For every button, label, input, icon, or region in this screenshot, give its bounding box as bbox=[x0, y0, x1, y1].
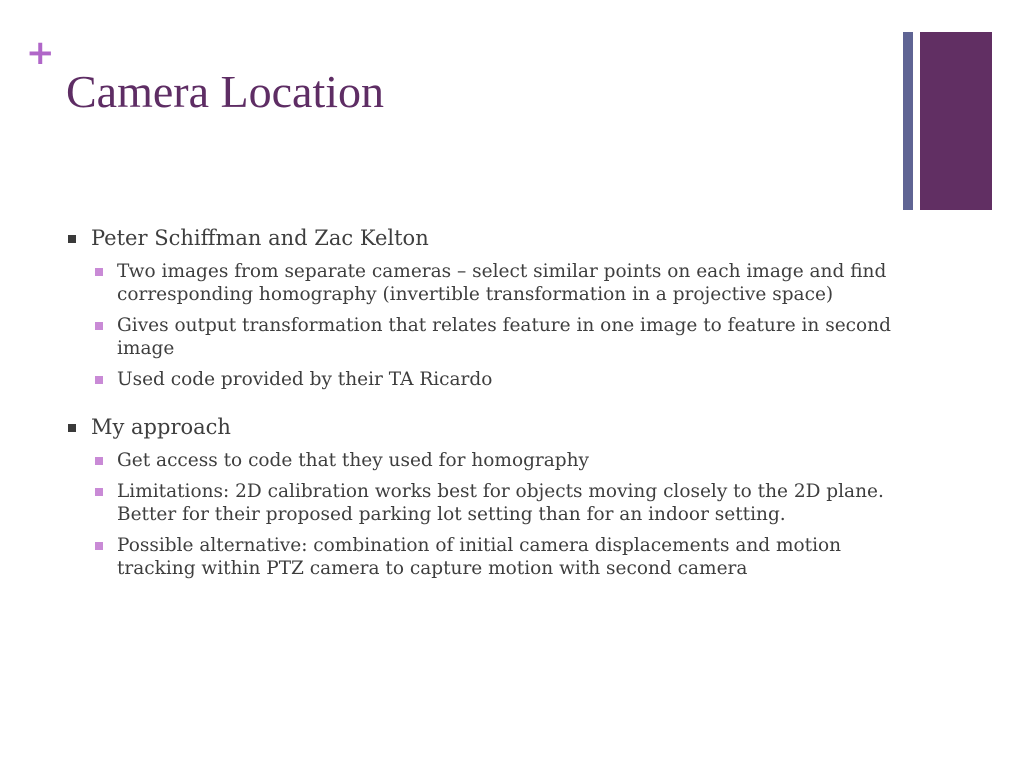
bullet-item bbox=[68, 480, 898, 526]
section-heading bbox=[68, 413, 898, 441]
square-bullet-icon bbox=[95, 376, 103, 384]
section-heading-text: My approach bbox=[91, 415, 231, 439]
bullet-item-text: Gives output transformation that relates feature in one image to feature in second image bbox=[117, 315, 891, 359]
square-bullet-icon bbox=[68, 424, 76, 432]
decorative-thin-bar bbox=[903, 32, 913, 210]
square-bullet-icon bbox=[95, 268, 103, 276]
square-bullet-icon bbox=[95, 542, 103, 550]
bullet-item-text: Possible alternative: combination of initial camera displacements and motion tracking within PTZ camera to capture motion with second camera bbox=[117, 535, 842, 579]
plus-mark: + bbox=[26, 33, 55, 73]
slide-body bbox=[68, 224, 898, 580]
square-bullet-icon bbox=[95, 488, 103, 496]
bullet-item-text: Two images from separate cameras – select similar points on each image and find corresponding homography (invertible transformation in a projective space) bbox=[117, 261, 887, 305]
section-heading bbox=[68, 224, 898, 252]
bullet-item bbox=[68, 449, 898, 472]
bullet-item bbox=[68, 260, 898, 306]
bullet-item-text: Used code provided by their TA Ricardo bbox=[117, 369, 493, 390]
square-bullet-icon bbox=[95, 457, 103, 465]
bullet-item bbox=[68, 534, 898, 580]
bullet-item-text: Limitations: 2D calibration works best for objects moving closely to the 2D plane. Better for their proposed parking lot setting than for an indoor setting. bbox=[117, 481, 884, 525]
square-bullet-icon bbox=[68, 235, 76, 243]
slide-title: Camera Location bbox=[66, 66, 385, 117]
bullet-item bbox=[68, 368, 898, 391]
section-heading-text: Peter Schiffman and Zac Kelton bbox=[91, 226, 429, 250]
square-bullet-icon bbox=[95, 322, 103, 330]
bullet-item bbox=[68, 314, 898, 360]
bullet-item-text: Get access to code that they used for homography bbox=[117, 450, 590, 471]
decorative-thick-bar bbox=[920, 32, 992, 210]
